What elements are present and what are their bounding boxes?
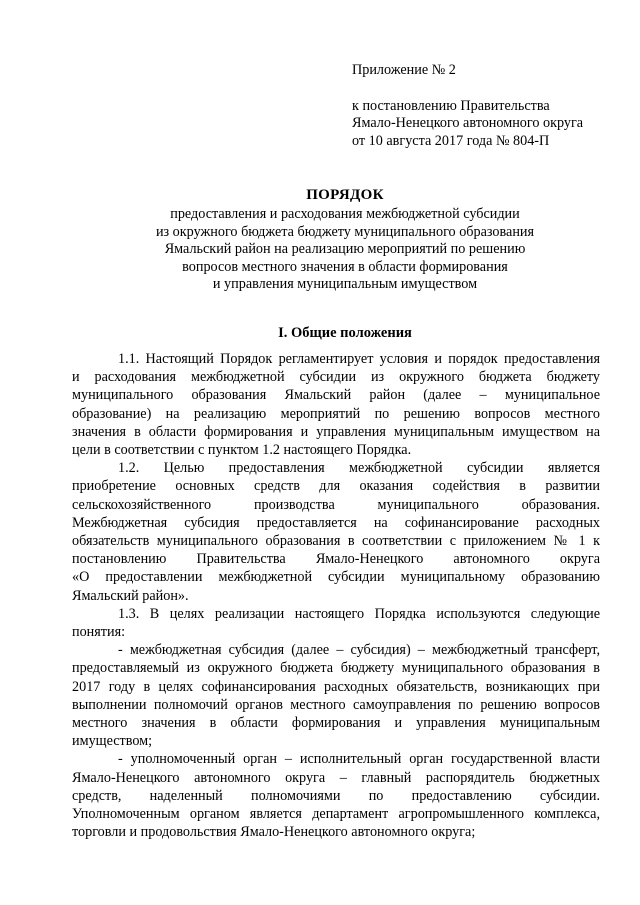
appendix-line: Ямало-Ненецкого автономного округа <box>352 115 584 131</box>
appendix-block <box>352 62 612 150</box>
definition-authorized-body <box>72 750 600 841</box>
text-line: и расходования межбюджетной субсидии из окружного бюджета бюджету <box>72 369 600 386</box>
text-line: торговли и продовольствия Ямало-Ненецкого автономного округа; <box>72 824 476 841</box>
text-line: средств, наделенный полномочиями по предоставлению субсидии. <box>72 787 600 804</box>
title-subline: вопросов местного значения в области формирования <box>182 258 508 275</box>
text-line: Уполномоченным органом является департамент агропромышленного комплекса, <box>72 806 600 823</box>
text-line: имуществом; <box>72 733 153 750</box>
appendix-line: от 10 августа 2017 года № 804-П <box>352 132 550 149</box>
text-line: 1.3. В целях реализации настоящего Порядка используются следующие <box>118 605 600 622</box>
text-line: приобретение основных средств для оказания содействия в развитии <box>72 478 600 495</box>
document-title: ПОРЯДОК <box>306 187 384 203</box>
text-line: образование) на реализацию мероприятий по решению вопросов местного <box>72 405 600 422</box>
text-line: - уполномоченный орган – исполнительный орган государственной власти <box>118 751 600 768</box>
document-body <box>72 350 600 841</box>
text-line: - межбюджетная субсидия (далее – субсидия) – межбюджетный трансферт, <box>118 642 600 659</box>
title-subline: и управления муниципальным имуществом <box>212 276 478 292</box>
appendix-line: к постановлению Правительства <box>352 97 550 114</box>
text-line: муниципального образования Ямальский район (далее – муниципальное <box>72 387 600 404</box>
text-line: предоставляемый из окружного бюджета бюджету муниципального образования в <box>72 660 600 677</box>
text-line: местного значения в области формирования и управления муниципальным <box>72 715 600 732</box>
text-line: значения в области формирования и управления муниципальным имуществом на <box>72 423 600 440</box>
text-line: понятия: <box>72 624 126 641</box>
text-line: 1.1. Настоящий Порядок регламентирует условия и порядок предоставления <box>118 351 600 367</box>
appendix-number: Приложение № 2 <box>352 62 456 78</box>
text-line: постановлению Правительства Ямало-Ненецкого автономного округа <box>72 551 600 568</box>
paragraph-1-1 <box>72 350 600 459</box>
paragraph-1-3 <box>72 605 600 641</box>
text-line: 2017 году в целях софинансирования расходных обязательств, возникающих при <box>72 678 600 695</box>
text-line: обязательств муниципального образования в соответствии с приложением № 1 к <box>72 533 600 550</box>
text-line: Ямальский район». <box>72 587 189 604</box>
title-subline: Ямальский район на реализацию мероприятий по решению <box>164 241 526 257</box>
paragraph-1-2 <box>72 459 600 605</box>
section-heading: I. Общие положения <box>278 325 412 341</box>
document-title-block <box>90 186 600 294</box>
text-line: Ямало-Ненецкого автономного округа – главный распорядитель бюджетных <box>72 769 600 786</box>
text-line: выполнении полномочий органов местного самоуправления по решению вопросов <box>72 696 600 713</box>
text-line: цели в соответствии с пунктом 1.2 настоящего Порядка. <box>72 442 412 459</box>
title-subline: предоставления и расходования межбюджетной субсидии <box>170 206 520 222</box>
text-line: «О предоставлении межбюджетной субсидии муниципальному образованию <box>72 569 600 586</box>
text-line: 1.2. Целью предоставления межбюджетной субсидии является <box>118 460 600 477</box>
text-line: Межбюджетная субсидия предоставляется на софинансирование расходных <box>72 514 600 531</box>
title-subline: из окружного бюджета бюджету муниципального образования <box>155 223 535 240</box>
text-line: сельскохозяйственного производства муниципального образования. <box>72 496 600 513</box>
definition-subsidy <box>72 641 600 750</box>
